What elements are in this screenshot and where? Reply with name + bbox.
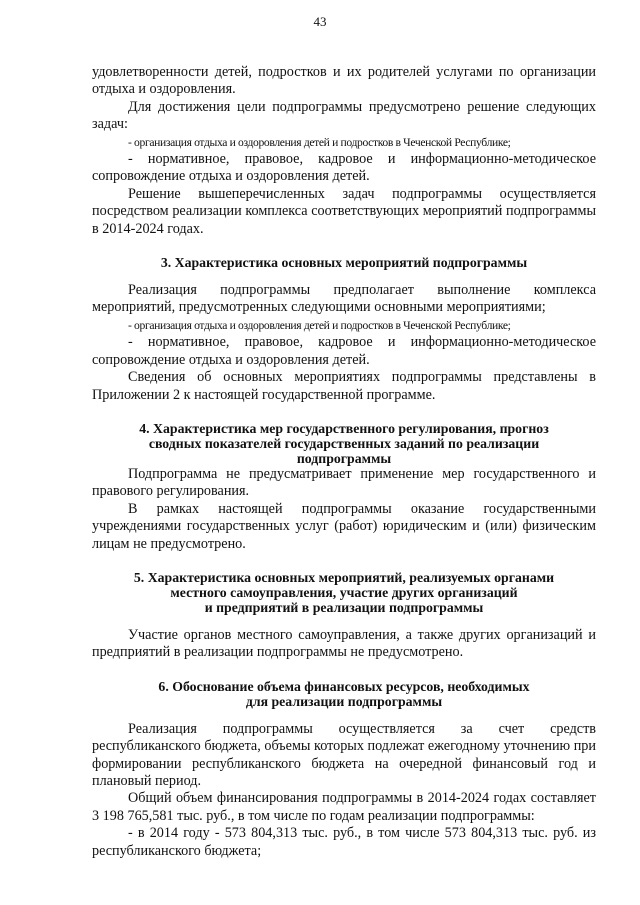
heading-line: для реализации подпрограммы — [245, 693, 443, 709]
list-item: - в 2014 году - 573 804,313 тыс. руб., в том числе 573 804,313 тыс. руб. из республиканского бюджета; — [92, 825, 596, 859]
paragraph: Подпрограмма не предусматривает применение мер государственного и правового регулирования. — [92, 465, 596, 500]
heading-line: 5. Характеристика основных мероприятий, реализуемых органами — [133, 569, 555, 585]
paragraph: Решение вышеперечисленных задач подпрограммы осуществляется посредством реализации комплекса соответствующих мероприятий подпрограммы в 2014-2024 годах. — [92, 185, 596, 237]
list-item: - нормативное, правовое, кадровое и информационно-методическое сопровождение отдыха и оздоровления детей. — [92, 334, 596, 368]
heading-line: сводных показателей государственных заданий по реализации — [148, 435, 540, 451]
paragraph: Реализация подпрограммы предполагает выполнение комплекса мероприятий, предусмотренных следующими основными мероприятиями; — [92, 282, 596, 316]
document-body — [92, 64, 596, 860]
paragraph: Сведения об основных мероприятиях подпрограммы представлены в Приложении 2 к настоящей государственной программе. — [92, 369, 596, 403]
heading-line: и предприятий в реализации подпрограммы — [204, 599, 484, 615]
paragraph: Участие органов местного самоуправления, а также других организаций и предприятий в реализации подпрограммы не предусмотрено. — [92, 626, 596, 661]
list-item: - нормативное, правовое, кадровое и информационно-методическое сопровождение отдыха и оздоровления детей. — [92, 151, 596, 185]
heading-line: 6. Обоснование объема финансовых ресурсов, необходимых — [158, 678, 530, 694]
list-item: - организация отдыха и оздоровления детей и подростков в Чеченской Республике; — [128, 318, 511, 332]
paragraph: Реализация подпрограммы осуществляется за счет средств республиканского бюджета, объемы которых подлежат ежегодному уточнению при формировании республиканского бюджета на очередной финансовый год и плановый период. — [92, 720, 596, 789]
list-item: - организация отдыха и оздоровления детей и подростков в Чеченской Республике; — [128, 135, 511, 149]
page-number: 43 — [313, 14, 327, 29]
heading-line: подпрограммы — [296, 450, 392, 466]
section-6-heading — [92, 679, 596, 709]
heading-line: 4. Характеристика мер государственного регулирования, прогноз — [139, 420, 549, 436]
heading-line: местного самоуправления, участие других организаций — [170, 584, 518, 600]
paragraph: Для достижения цели подпрограммы предусмотрено решение следующих задач: — [92, 98, 596, 133]
section-5-heading — [92, 570, 596, 615]
paragraph: удовлетворенности детей, подростков и их родителей услугами по организации отдыха и оздоровления. — [92, 64, 596, 98]
section-4-heading — [92, 421, 596, 466]
paragraph: В рамках настоящей подпрограммы оказание государственными учреждениями государственных услуг (работ) юридическим и (или) физическим лицам не предусмотрено. — [92, 500, 596, 552]
section-3-heading: 3. Характеристика основных мероприятий подпрограммы — [160, 255, 528, 271]
paragraph: Общий объем финансирования подпрограммы в 2014-2024 годах составляет 3 198 765,581 тыс. руб., в том числе по годам реализации подпрограммы: — [92, 790, 596, 824]
